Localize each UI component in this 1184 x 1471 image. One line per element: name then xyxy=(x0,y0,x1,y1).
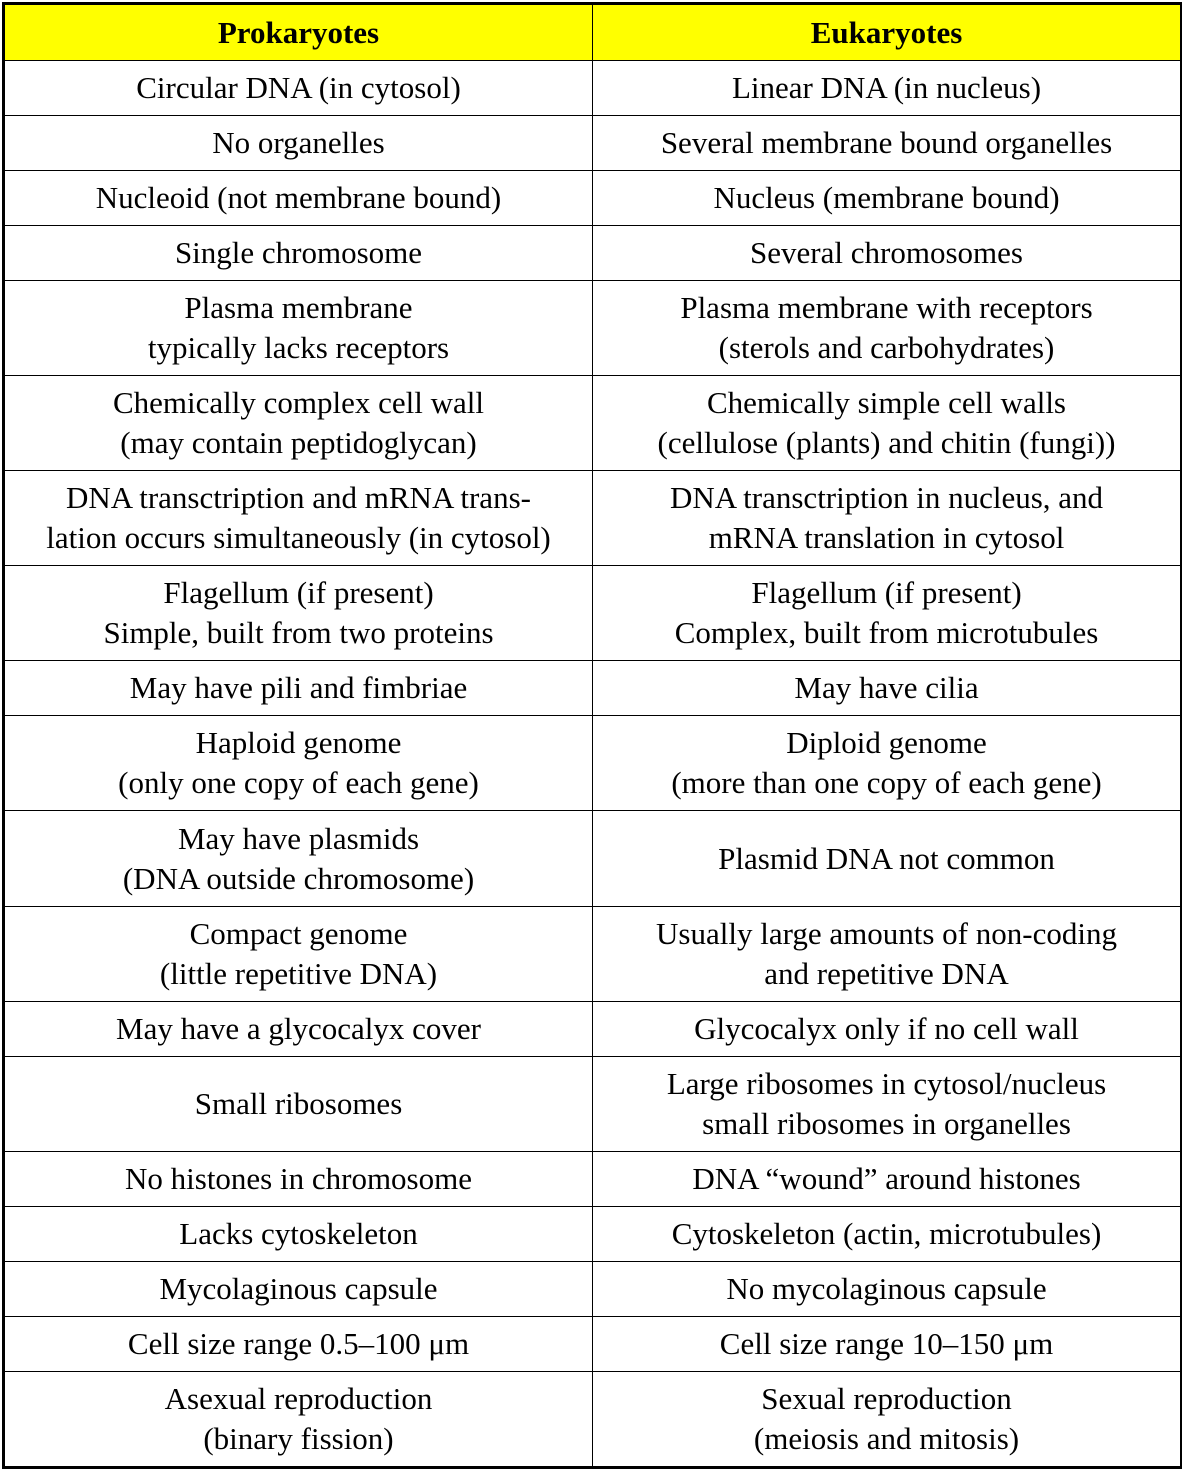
eukaryote-cell xyxy=(593,226,1181,281)
prokaryote-cell xyxy=(5,171,593,226)
table-row xyxy=(5,281,1181,376)
cell-text-line: (cellulose (plants) and chitin (fungi)) xyxy=(657,425,1116,461)
table-row xyxy=(5,811,1181,906)
cell-text-line: Chemically simple cell walls xyxy=(707,385,1066,421)
eukaryote-cell xyxy=(593,376,1181,471)
eukaryote-cell xyxy=(593,1261,1181,1316)
cell-text-line: (little repetitive DNA) xyxy=(159,955,438,991)
eukaryote-cell xyxy=(593,1316,1181,1371)
cell-text-line: No histones in chromosome xyxy=(125,1160,472,1196)
prokaryote-cell xyxy=(5,1056,593,1151)
cell-text-line: May have plasmids xyxy=(177,820,420,856)
prokaryote-cell xyxy=(5,906,593,1001)
eukaryote-cell xyxy=(593,906,1181,1001)
eukaryote-cell xyxy=(593,171,1181,226)
eukaryote-cell xyxy=(593,811,1181,906)
cell-text-line: Single chromosome xyxy=(174,235,423,271)
cell-text-line: small ribosomes in organelles xyxy=(702,1105,1071,1141)
table-row xyxy=(5,1151,1181,1206)
table-row xyxy=(5,906,1181,1001)
cell-text-line: Mycolaginous capsule xyxy=(159,1270,438,1306)
prokaryote-cell xyxy=(5,226,593,281)
prokaryote-cell xyxy=(5,1151,593,1206)
table-row xyxy=(5,226,1181,281)
cell-text-line: and repetitive DNA xyxy=(764,955,1009,991)
eukaryote-cell xyxy=(593,1371,1181,1466)
cell-text-line: DNA “wound” around histones xyxy=(692,1160,1081,1196)
cell-text-line: Lacks cytoskeleton xyxy=(179,1215,418,1251)
cell-text-line: Asexual reproduction xyxy=(164,1380,433,1416)
cell-text-line: Diploid genome xyxy=(786,725,987,761)
table-row xyxy=(5,566,1181,661)
cell-text-line: Circular DNA (in cytosol) xyxy=(136,70,461,106)
eukaryote-cell xyxy=(593,1001,1181,1056)
table-body xyxy=(5,61,1181,1467)
header-prokaryotes: Prokaryotes xyxy=(5,5,593,61)
cell-text-line: No organelles xyxy=(212,125,385,161)
cell-text-line: Flagellum (if present) xyxy=(163,575,434,611)
table-row xyxy=(5,61,1181,116)
eukaryote-cell xyxy=(593,661,1181,716)
cell-text-line: Plasma membrane with receptors xyxy=(680,290,1093,326)
cell-text-line: Large ribosomes in cytosol/nucleus xyxy=(666,1065,1107,1101)
cell-text-line: (may contain peptidoglycan) xyxy=(120,425,477,461)
prokaryote-cell xyxy=(5,471,593,566)
table-row xyxy=(5,1316,1181,1371)
table-row xyxy=(5,471,1181,566)
cell-text-line: Simple, built from two proteins xyxy=(103,615,494,651)
cell-text-line: Usually large amounts of non-coding xyxy=(656,915,1117,951)
cell-text-line: typically lacks receptors xyxy=(147,330,450,366)
prokaryote-cell xyxy=(5,661,593,716)
prokaryote-cell xyxy=(5,61,593,116)
cell-text-line: Cell size range 0.5–100 μm xyxy=(127,1325,470,1361)
table-row xyxy=(5,1206,1181,1261)
cell-text-line: (DNA outside chromosome) xyxy=(122,860,475,896)
table-row xyxy=(5,661,1181,716)
prokaryotes-eukaryotes-table xyxy=(4,4,1181,1467)
table-row xyxy=(5,716,1181,811)
cell-text-line: mRNA translation in cytosol xyxy=(708,520,1065,556)
cell-text-line: Compact genome xyxy=(189,915,408,951)
cell-text-line: (only one copy of each gene) xyxy=(118,765,479,801)
cell-text-line: (binary fission) xyxy=(203,1420,394,1456)
comparison-table-frame xyxy=(2,2,1182,1469)
table-row xyxy=(5,1056,1181,1151)
cell-text-line: Flagellum (if present) xyxy=(751,575,1022,611)
table-row xyxy=(5,1261,1181,1316)
cell-text-line: May have pili and fimbriae xyxy=(129,670,468,706)
table-row xyxy=(5,1001,1181,1056)
cell-text-line: Linear DNA (in nucleus) xyxy=(731,70,1042,106)
cell-text-line: Several membrane bound organelles xyxy=(660,125,1113,161)
table-row xyxy=(5,116,1181,171)
cell-text-line: Plasma membrane xyxy=(184,290,413,326)
cell-text-line: May have cilia xyxy=(794,670,979,706)
prokaryote-cell xyxy=(5,1001,593,1056)
cell-text-line: (meiosis and mitosis) xyxy=(753,1420,1020,1456)
cell-text-line: Small ribosomes xyxy=(194,1085,403,1121)
cell-text-line: DNA transctription and mRNA trans- xyxy=(66,480,531,516)
cell-text-line: Several chromosomes xyxy=(750,235,1023,271)
cell-text-line: Haploid genome xyxy=(195,725,402,761)
cell-text-line: Complex, built from microtubules xyxy=(674,615,1099,651)
prokaryote-cell xyxy=(5,281,593,376)
cell-text-line: lation occurs simultaneously (in cytosol) xyxy=(46,520,551,556)
prokaryote-cell xyxy=(5,1371,593,1466)
eukaryote-cell xyxy=(593,281,1181,376)
prokaryote-cell xyxy=(5,1206,593,1261)
cell-text-line: Cytoskeleton (actin, microtubules) xyxy=(671,1215,1102,1251)
cell-text-line: Chemically complex cell wall xyxy=(112,385,485,421)
eukaryote-cell xyxy=(593,566,1181,661)
cell-text-line: Nucleus (membrane bound) xyxy=(713,180,1060,216)
table-row xyxy=(5,171,1181,226)
cell-text-line: Sexual reproduction xyxy=(761,1380,1012,1416)
eukaryote-cell xyxy=(593,1206,1181,1261)
eukaryote-cell xyxy=(593,116,1181,171)
cell-text-line: Plasmid DNA not common xyxy=(718,840,1055,876)
prokaryote-cell xyxy=(5,116,593,171)
table-row xyxy=(5,376,1181,471)
cell-text-line: (sterols and carbohydrates) xyxy=(718,330,1055,366)
eukaryote-cell xyxy=(593,1151,1181,1206)
eukaryote-cell xyxy=(593,716,1181,811)
eukaryote-cell xyxy=(593,1056,1181,1151)
cell-text-line: Glycocalyx only if no cell wall xyxy=(694,1010,1079,1046)
eukaryote-cell xyxy=(593,471,1181,566)
prokaryote-cell xyxy=(5,1261,593,1316)
cell-text-line: May have a glycocalyx cover xyxy=(116,1010,481,1046)
table-header-row xyxy=(5,5,1181,61)
cell-text-line: Nucleoid (not membrane bound) xyxy=(95,180,502,216)
prokaryote-cell xyxy=(5,376,593,471)
cell-text-line: No mycolaginous capsule xyxy=(726,1270,1047,1306)
cell-text-line: DNA transctription in nucleus, and xyxy=(669,480,1104,516)
prokaryote-cell xyxy=(5,566,593,661)
prokaryote-cell xyxy=(5,716,593,811)
prokaryote-cell xyxy=(5,811,593,906)
cell-text-line: (more than one copy of each gene) xyxy=(671,765,1102,801)
eukaryote-cell xyxy=(593,61,1181,116)
header-eukaryotes: Eukaryotes xyxy=(593,5,1181,61)
table-row xyxy=(5,1371,1181,1466)
cell-text-line: Cell size range 10–150 μm xyxy=(719,1325,1054,1361)
prokaryote-cell xyxy=(5,1316,593,1371)
